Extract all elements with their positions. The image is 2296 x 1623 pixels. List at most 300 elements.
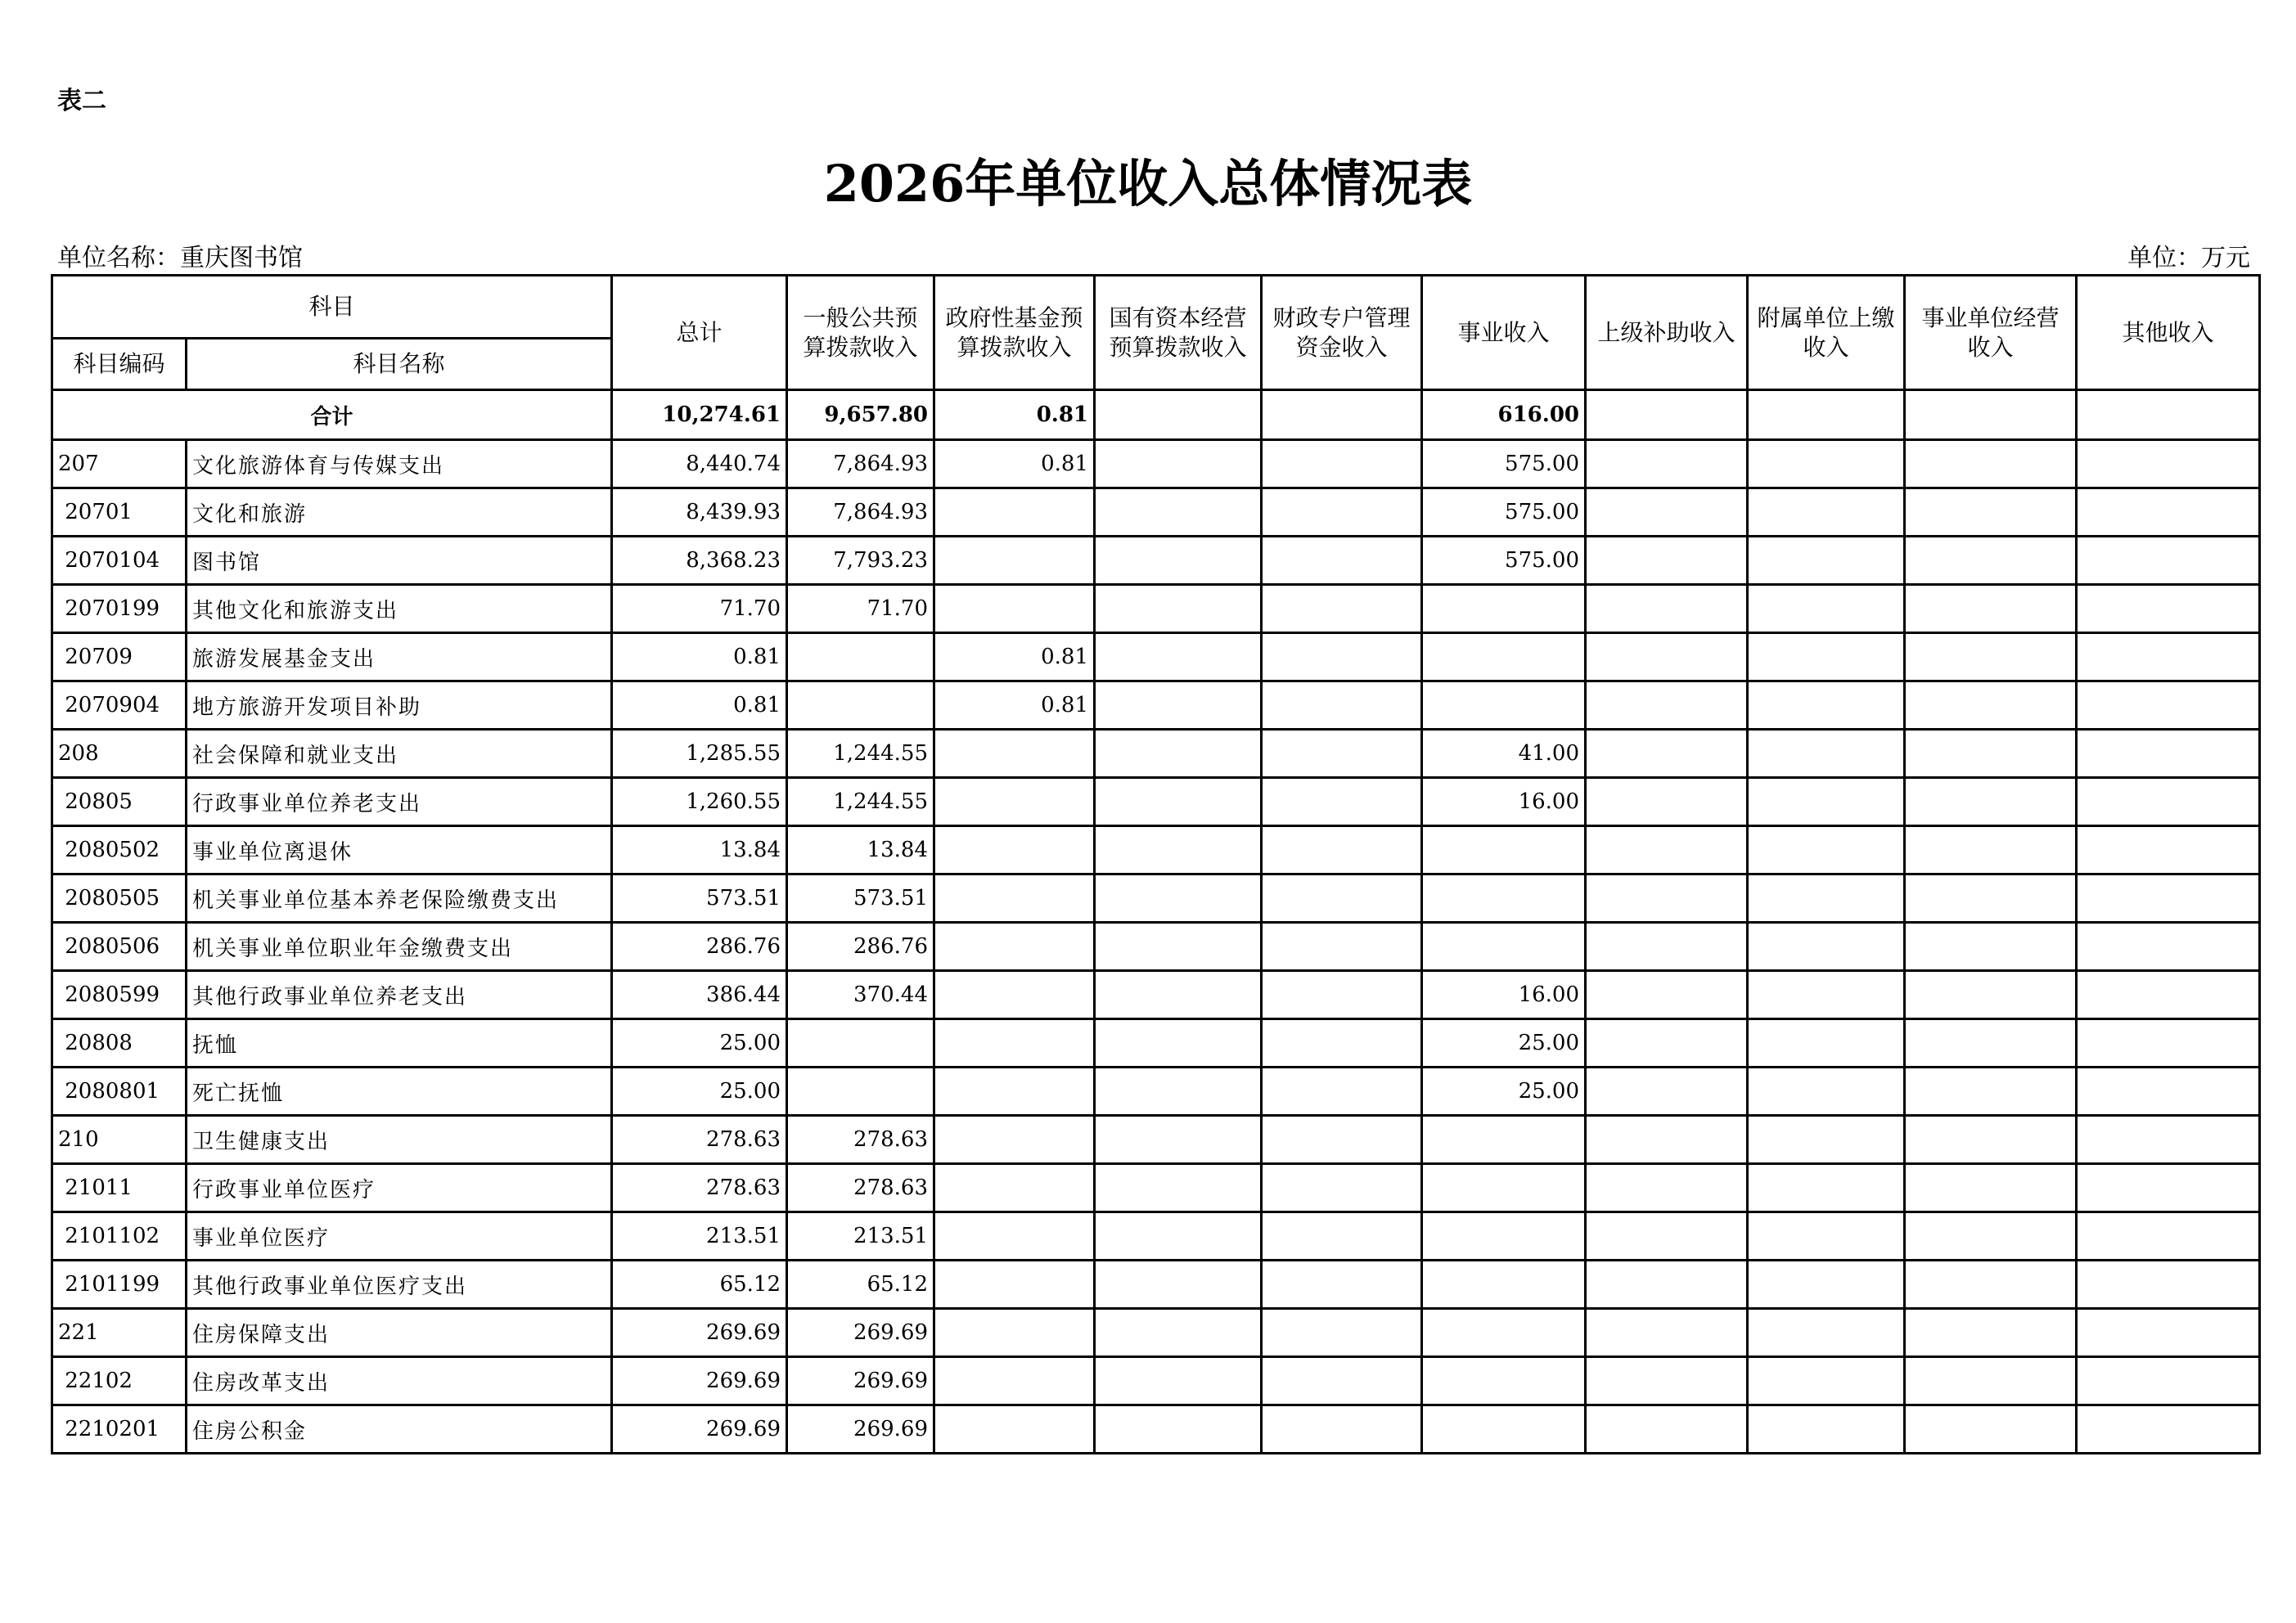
subject-code-cell: 207: [52, 440, 187, 488]
amount-cell: [1095, 778, 1262, 826]
subject-name-cell: 住房改革支出: [187, 1357, 612, 1405]
amount-cell: 7,793.23: [787, 537, 934, 585]
subject-name-cell: 图书馆: [187, 537, 612, 585]
subject-name-cell: 其他行政事业单位养老支出: [187, 971, 612, 1019]
amount-cell: [2077, 1019, 2260, 1068]
amount-cell: [2077, 923, 2260, 971]
subject-name-cell: 死亡抚恤: [187, 1068, 612, 1116]
amount-cell: [1095, 1019, 1262, 1068]
amount-cell: [1748, 633, 1905, 681]
amount-cell: 0.81: [934, 633, 1095, 681]
amount-cell: [1262, 1405, 1422, 1454]
amount-cell: [2077, 874, 2260, 923]
table-row: [52, 778, 2260, 826]
amount-cell: 8,440.74: [612, 440, 787, 488]
amount-cell: 13.84: [612, 826, 787, 874]
subject-name-cell: 机关事业单位基本养老保险缴费支出: [187, 874, 612, 923]
amount-cell: [2077, 1212, 2260, 1261]
amount-cell: 278.63: [612, 1116, 787, 1164]
amount-cell: [1262, 874, 1422, 923]
amount-cell: 573.51: [787, 874, 934, 923]
amount-cell: [934, 1309, 1095, 1357]
amount-cell: [1262, 730, 1422, 778]
amount-cell: [934, 1116, 1095, 1164]
header-total: 总计: [612, 276, 787, 390]
amount-cell: [1095, 923, 1262, 971]
amount-cell: [1905, 874, 2077, 923]
subject-code-cell: 2070904: [52, 681, 187, 730]
table-row: [52, 681, 2260, 730]
amount-cell: [1095, 488, 1262, 537]
subject-name-cell: 文化和旅游: [187, 488, 612, 537]
amount-cell: [1422, 826, 1586, 874]
amount-cell: [1586, 971, 1748, 1019]
amount-cell: [2077, 1405, 2260, 1454]
amount-cell: [1262, 681, 1422, 730]
amount-cell: [1748, 537, 1905, 585]
header-affiliated-unit: 附属单位上缴收入: [1748, 276, 1905, 390]
subject-code-cell: 210: [52, 1116, 187, 1164]
amount-cell: [1586, 1261, 1748, 1309]
subject-code-cell: 20805: [52, 778, 187, 826]
amount-cell: [1748, 1405, 1905, 1454]
total-cell: 0.81: [934, 390, 1095, 440]
table-row: [52, 1164, 2260, 1212]
amount-cell: [787, 1019, 934, 1068]
subject-code-cell: 2210201: [52, 1405, 187, 1454]
subject-name-cell: 社会保障和就业支出: [187, 730, 612, 778]
total-cell: 616.00: [1422, 390, 1586, 440]
amount-cell: [1422, 1116, 1586, 1164]
amount-cell: [2077, 585, 2260, 633]
amount-cell: 7,864.93: [787, 440, 934, 488]
amount-cell: [1586, 1068, 1748, 1116]
amount-cell: 8,439.93: [612, 488, 787, 537]
amount-cell: [1905, 1357, 2077, 1405]
amount-cell: [1262, 1309, 1422, 1357]
amount-cell: [1586, 826, 1748, 874]
amount-cell: 25.00: [1422, 1068, 1586, 1116]
subject-code-cell: 221: [52, 1309, 187, 1357]
amount-cell: [1095, 537, 1262, 585]
amount-cell: 1,244.55: [787, 778, 934, 826]
amount-cell: 286.76: [612, 923, 787, 971]
amount-cell: [1422, 874, 1586, 923]
table-row: [52, 1309, 2260, 1357]
amount-cell: 573.51: [612, 874, 787, 923]
amount-cell: [1586, 537, 1748, 585]
unit-name: 单位名称：重庆图书馆: [57, 244, 303, 272]
subject-name-cell: 住房保障支出: [187, 1309, 612, 1357]
table-row: [52, 633, 2260, 681]
subject-code-cell: 2070199: [52, 585, 187, 633]
amount-cell: 370.44: [787, 971, 934, 1019]
amount-cell: 269.69: [612, 1405, 787, 1454]
table-row: [52, 537, 2260, 585]
amount-cell: [1262, 1261, 1422, 1309]
amount-cell: 0.81: [612, 633, 787, 681]
subject-code-cell: 2080505: [52, 874, 187, 923]
amount-cell: [1422, 923, 1586, 971]
amount-cell: 25.00: [612, 1068, 787, 1116]
amount-cell: [934, 1164, 1095, 1212]
subject-name-cell: 事业单位离退休: [187, 826, 612, 874]
amount-cell: [1748, 971, 1905, 1019]
total-cell: 9,657.80: [787, 390, 934, 440]
subject-code-cell: 2101199: [52, 1261, 187, 1309]
amount-cell: [2077, 1357, 2260, 1405]
amount-cell: [1422, 1309, 1586, 1357]
amount-cell: [1262, 1357, 1422, 1405]
amount-cell: [1422, 681, 1586, 730]
amount-cell: [934, 730, 1095, 778]
amount-cell: [1748, 488, 1905, 537]
header-subject-name: 科目名称: [187, 339, 612, 390]
table-row: [52, 1261, 2260, 1309]
amount-cell: 1,260.55: [612, 778, 787, 826]
amount-cell: 278.63: [787, 1116, 934, 1164]
table-row: [52, 971, 2260, 1019]
amount-cell: [1262, 1164, 1422, 1212]
amount-cell: [1262, 488, 1422, 537]
total-cell: [1095, 390, 1262, 440]
amount-cell: [1905, 585, 2077, 633]
amount-cell: [1905, 1261, 2077, 1309]
header-subject-code: 科目编码: [52, 339, 187, 390]
amount-cell: [934, 874, 1095, 923]
amount-cell: [2077, 778, 2260, 826]
table-row: [52, 874, 2260, 923]
header-superior-subsidy: 上级补助收入: [1586, 276, 1748, 390]
amount-cell: [1586, 488, 1748, 537]
amount-cell: [2077, 488, 2260, 537]
amount-cell: [1095, 440, 1262, 488]
amount-cell: [1422, 633, 1586, 681]
amount-cell: [1586, 1116, 1748, 1164]
amount-cell: [934, 1405, 1095, 1454]
header-other-income: 其他收入: [2077, 276, 2260, 390]
amount-cell: [1422, 1164, 1586, 1212]
amount-cell: [1748, 440, 1905, 488]
header-business-income: 事业收入: [1422, 276, 1586, 390]
amount-cell: 25.00: [612, 1019, 787, 1068]
amount-cell: [1095, 681, 1262, 730]
amount-cell: 213.51: [787, 1212, 934, 1261]
amount-cell: [1586, 585, 1748, 633]
amount-cell: [1262, 585, 1422, 633]
total-cell: [1262, 390, 1422, 440]
amount-cell: [1095, 826, 1262, 874]
amount-cell: [1586, 1405, 1748, 1454]
amount-cell: 16.00: [1422, 971, 1586, 1019]
amount-cell: 65.12: [612, 1261, 787, 1309]
amount-cell: [1262, 778, 1422, 826]
amount-cell: [1905, 778, 2077, 826]
amount-cell: [934, 1357, 1095, 1405]
amount-cell: [1095, 730, 1262, 778]
amount-cell: [1586, 1357, 1748, 1405]
subject-name-cell: 抚恤: [187, 1019, 612, 1068]
table-row: [52, 826, 2260, 874]
amount-cell: 286.76: [787, 923, 934, 971]
amount-cell: [934, 488, 1095, 537]
amount-cell: 13.84: [787, 826, 934, 874]
amount-cell: [1905, 1116, 2077, 1164]
subject-code-cell: 20709: [52, 633, 187, 681]
amount-cell: [1586, 1212, 1748, 1261]
amount-cell: [2077, 440, 2260, 488]
amount-cell: [1905, 826, 2077, 874]
amount-cell: [1095, 585, 1262, 633]
amount-cell: [934, 1068, 1095, 1116]
subject-code-cell: 208: [52, 730, 187, 778]
subject-code-cell: 21011: [52, 1164, 187, 1212]
amount-cell: 0.81: [612, 681, 787, 730]
amount-cell: [1422, 1212, 1586, 1261]
unit-measure: 单位：万元: [2127, 244, 2250, 272]
subject-name-cell: 地方旅游开发项目补助: [187, 681, 612, 730]
amount-cell: [2077, 971, 2260, 1019]
amount-cell: [934, 1261, 1095, 1309]
amount-cell: [1905, 971, 2077, 1019]
amount-cell: [1748, 1357, 1905, 1405]
amount-cell: 269.69: [787, 1309, 934, 1357]
header-subject: 科目: [52, 276, 612, 339]
subject-code-cell: 20701: [52, 488, 187, 537]
total-row: [52, 390, 2260, 440]
amount-cell: [1905, 488, 2077, 537]
subject-name-cell: 其他行政事业单位医疗支出: [187, 1261, 612, 1309]
amount-cell: [1748, 826, 1905, 874]
amount-cell: [1586, 1309, 1748, 1357]
amount-cell: [1095, 1405, 1262, 1454]
amount-cell: 269.69: [787, 1357, 934, 1405]
amount-cell: [1905, 730, 2077, 778]
amount-cell: [1748, 585, 1905, 633]
total-cell: [1748, 390, 1905, 440]
amount-cell: [1262, 633, 1422, 681]
amount-cell: [1748, 778, 1905, 826]
amount-cell: [1095, 633, 1262, 681]
total-cell: [2077, 390, 2260, 440]
amount-cell: 278.63: [787, 1164, 934, 1212]
amount-cell: [1262, 440, 1422, 488]
amount-cell: [1262, 537, 1422, 585]
table-row: [52, 1357, 2260, 1405]
subject-name-cell: 机关事业单位职业年金缴费支出: [187, 923, 612, 971]
subject-code-cell: 22102: [52, 1357, 187, 1405]
amount-cell: [1748, 1068, 1905, 1116]
amount-cell: [1748, 1212, 1905, 1261]
amount-cell: [2077, 730, 2260, 778]
amount-cell: [1905, 440, 2077, 488]
table-row: [52, 440, 2260, 488]
amount-cell: [787, 681, 934, 730]
amount-cell: 41.00: [1422, 730, 1586, 778]
amount-cell: [1905, 633, 2077, 681]
amount-cell: 0.81: [934, 440, 1095, 488]
total-cell: [1905, 390, 2077, 440]
amount-cell: 575.00: [1422, 537, 1586, 585]
header-fiscal-special: 财政专户管理资金收入: [1262, 276, 1422, 390]
amount-cell: [1095, 1261, 1262, 1309]
amount-cell: [1095, 1164, 1262, 1212]
amount-cell: [1422, 1405, 1586, 1454]
amount-cell: [934, 826, 1095, 874]
subject-name-cell: 其他文化和旅游支出: [187, 585, 612, 633]
amount-cell: 575.00: [1422, 488, 1586, 537]
amount-cell: [1905, 1405, 2077, 1454]
amount-cell: [1422, 1261, 1586, 1309]
amount-cell: [1586, 778, 1748, 826]
amount-cell: [1905, 681, 2077, 730]
amount-cell: [1748, 681, 1905, 730]
amount-cell: [1095, 1212, 1262, 1261]
amount-cell: [1586, 633, 1748, 681]
amount-cell: [1262, 923, 1422, 971]
total-cell: [1586, 390, 1748, 440]
amount-cell: 16.00: [1422, 778, 1586, 826]
amount-cell: 1,285.55: [612, 730, 787, 778]
amount-cell: [1748, 730, 1905, 778]
table-row: [52, 585, 2260, 633]
amount-cell: 8,368.23: [612, 537, 787, 585]
amount-cell: [2077, 1261, 2260, 1309]
amount-cell: [2077, 1116, 2260, 1164]
amount-cell: [1262, 1116, 1422, 1164]
amount-cell: 269.69: [787, 1405, 934, 1454]
amount-cell: 386.44: [612, 971, 787, 1019]
amount-cell: [1422, 585, 1586, 633]
subject-name-cell: 文化旅游体育与传媒支出: [187, 440, 612, 488]
amount-cell: [1262, 1019, 1422, 1068]
amount-cell: [1586, 730, 1748, 778]
amount-cell: [1586, 681, 1748, 730]
amount-cell: [1095, 1116, 1262, 1164]
amount-cell: [2077, 1309, 2260, 1357]
header-row: [52, 276, 2260, 339]
subject-code-cell: 2080506: [52, 923, 187, 971]
amount-cell: [1748, 1261, 1905, 1309]
amount-cell: 71.70: [787, 585, 934, 633]
subject-code-cell: 2080599: [52, 971, 187, 1019]
header-general-budget: 一般公共预算拨款收入: [787, 276, 934, 390]
doc-label: 表二: [57, 87, 106, 115]
amount-cell: [2077, 537, 2260, 585]
amount-cell: [1262, 1212, 1422, 1261]
amount-cell: [1095, 1309, 1262, 1357]
header-operating-income: 事业单位经营收入: [1905, 276, 2077, 390]
amount-cell: [934, 923, 1095, 971]
amount-cell: [934, 778, 1095, 826]
amount-cell: [1905, 1212, 2077, 1261]
amount-cell: 7,864.93: [787, 488, 934, 537]
amount-cell: [787, 633, 934, 681]
amount-cell: [1262, 826, 1422, 874]
amount-cell: [1586, 440, 1748, 488]
amount-cell: [1095, 874, 1262, 923]
amount-cell: [1586, 923, 1748, 971]
subject-name-cell: 事业单位医疗: [187, 1212, 612, 1261]
amount-cell: 25.00: [1422, 1019, 1586, 1068]
table-row: [52, 1116, 2260, 1164]
amount-cell: 71.70: [612, 585, 787, 633]
amount-cell: [1095, 1068, 1262, 1116]
subject-code-cell: 2080502: [52, 826, 187, 874]
total-cell: 10,274.61: [612, 390, 787, 440]
amount-cell: [2077, 681, 2260, 730]
amount-cell: [934, 1019, 1095, 1068]
amount-cell: [1748, 1164, 1905, 1212]
amount-cell: 213.51: [612, 1212, 787, 1261]
amount-cell: [1748, 1116, 1905, 1164]
header-gov-fund: 政府性基金预算拨款收入: [934, 276, 1095, 390]
subject-name-cell: 旅游发展基金支出: [187, 633, 612, 681]
amount-cell: [1905, 1068, 2077, 1116]
subject-code-cell: 2101102: [52, 1212, 187, 1261]
amount-cell: [2077, 633, 2260, 681]
amount-cell: [1748, 1019, 1905, 1068]
amount-cell: [1748, 923, 1905, 971]
amount-cell: [934, 971, 1095, 1019]
table-row: [52, 730, 2260, 778]
table-row: [52, 1068, 2260, 1116]
amount-cell: [1095, 971, 1262, 1019]
amount-cell: [2077, 1068, 2260, 1116]
subject-name-cell: 行政事业单位养老支出: [187, 778, 612, 826]
amount-cell: [1748, 1309, 1905, 1357]
amount-cell: [1905, 923, 2077, 971]
amount-cell: [1586, 874, 1748, 923]
subject-code-cell: 2080801: [52, 1068, 187, 1116]
amount-cell: [1422, 1357, 1586, 1405]
header-state-capital: 国有资本经营预算拨款收入: [1095, 276, 1262, 390]
subject-name-cell: 卫生健康支出: [187, 1116, 612, 1164]
table-row: [52, 488, 2260, 537]
income-table: [51, 274, 2261, 1454]
subject-name-cell: 行政事业单位医疗: [187, 1164, 612, 1212]
amount-cell: [2077, 826, 2260, 874]
amount-cell: 269.69: [612, 1309, 787, 1357]
amount-cell: 269.69: [612, 1357, 787, 1405]
amount-cell: 1,244.55: [787, 730, 934, 778]
table-row: [52, 1212, 2260, 1261]
amount-cell: [934, 585, 1095, 633]
amount-cell: [2077, 1164, 2260, 1212]
amount-cell: [1905, 1019, 2077, 1068]
page-title: 2026年单位收入总体情况表: [823, 154, 1473, 214]
amount-cell: [1095, 1357, 1262, 1405]
amount-cell: [934, 537, 1095, 585]
subject-code-cell: 2070104: [52, 537, 187, 585]
table-row: [52, 1019, 2260, 1068]
amount-cell: [1905, 537, 2077, 585]
amount-cell: [1262, 971, 1422, 1019]
amount-cell: [1748, 874, 1905, 923]
amount-cell: [934, 1212, 1095, 1261]
amount-cell: 575.00: [1422, 440, 1586, 488]
amount-cell: [1905, 1164, 2077, 1212]
amount-cell: [1905, 1309, 2077, 1357]
amount-cell: 65.12: [787, 1261, 934, 1309]
amount-cell: 278.63: [612, 1164, 787, 1212]
amount-cell: [1262, 1068, 1422, 1116]
table-row: [52, 1405, 2260, 1454]
amount-cell: [1586, 1164, 1748, 1212]
table-row: [52, 923, 2260, 971]
subject-code-cell: 20808: [52, 1019, 187, 1068]
subject-name-cell: 住房公积金: [187, 1405, 612, 1454]
